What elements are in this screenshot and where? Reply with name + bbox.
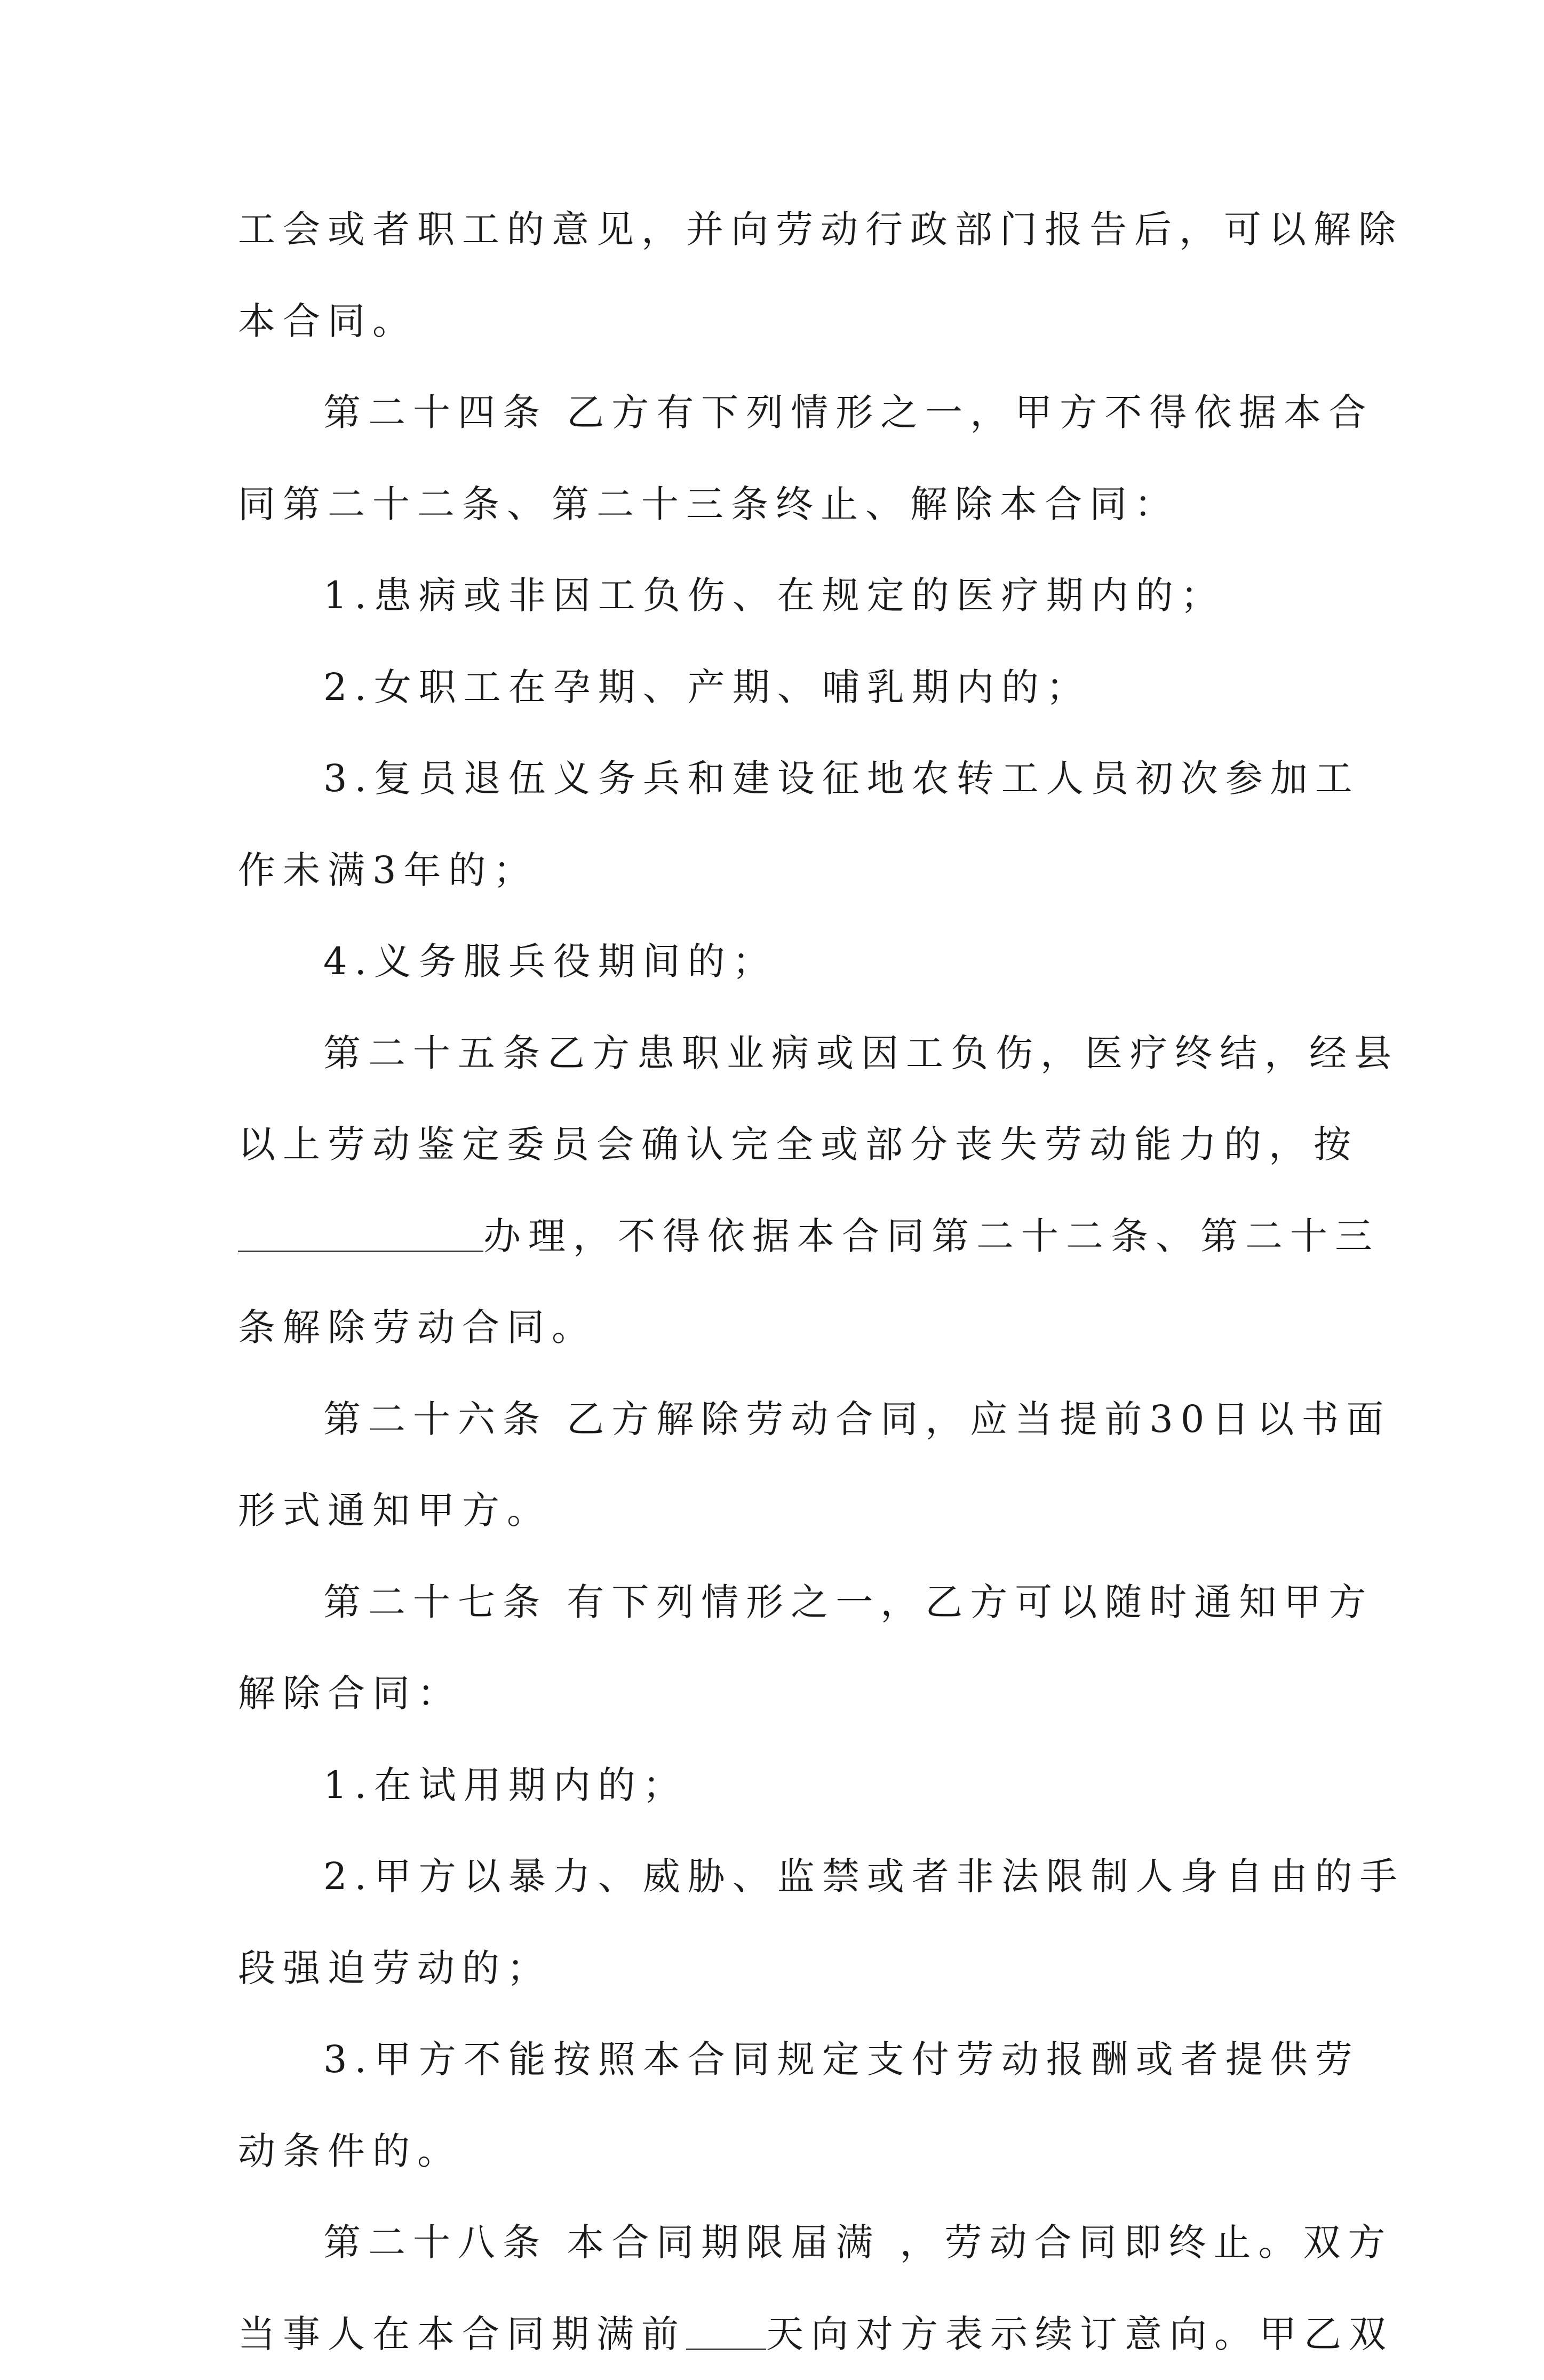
list-item: 1.患病或非因工负伤、在规定的医疗期内的； xyxy=(238,550,1316,642)
text-line: 解除合同： xyxy=(238,1648,1316,1740)
text-segment: 办理，不得依据本合同第二十二条、第二十三 xyxy=(483,1214,1380,1258)
list-item: 3.甲方不能按照本合同规定支付劳动报酬或者提供劳 xyxy=(238,2014,1316,2106)
text-segment: 当事人在本合同期满前 xyxy=(238,2312,686,2356)
text-line: 同第二十二条、第二十三条终止、解除本合同： xyxy=(238,459,1316,551)
fill-in-blank xyxy=(686,2317,766,2350)
contract-body-text xyxy=(238,184,1316,2380)
list-item: 4.义务服兵役期间的； xyxy=(238,916,1316,1008)
text-line-with-blank xyxy=(238,2289,1316,2380)
list-item: 1.在试用期内的； xyxy=(238,1740,1316,1832)
text-line: 段强迫劳动的； xyxy=(238,1923,1316,2015)
text-line: 以上劳动鉴定委员会确认完全或部分丧失劳动能力的，按 xyxy=(238,1099,1316,1191)
article-24-heading: 第二十四条 乙方有下列情形之一，甲方不得依据本合 xyxy=(238,367,1316,459)
text-line-with-blank xyxy=(238,1191,1316,1283)
text-line: 作未满3年的； xyxy=(238,825,1316,917)
article-25-heading: 第二十五条乙方患职业病或因工负伤，医疗终结，经县 xyxy=(238,1008,1316,1100)
list-item: 3.复员退伍义务兵和建设征地农转工人员初次参加工 xyxy=(238,733,1316,825)
text-line: 动条件的。 xyxy=(238,2106,1316,2198)
list-item: 2.甲方以暴力、威胁、监禁或者非法限制人身自由的手 xyxy=(238,1831,1316,1923)
fill-in-blank xyxy=(238,1219,483,1252)
list-item: 2.女职工在孕期、产期、哺乳期内的； xyxy=(238,642,1316,734)
text-line: 工会或者职工的意见，并向劳动行政部门报告后，可以解除 xyxy=(238,184,1316,276)
text-line: 条解除劳动合同。 xyxy=(238,1282,1316,1374)
article-26-heading: 第二十六条 乙方解除劳动合同，应当提前30日以书面 xyxy=(238,1374,1316,1466)
text-segment: 天向对方表示续订意向。甲乙双 xyxy=(766,2312,1394,2356)
text-line: 形式通知甲方。 xyxy=(238,1465,1316,1557)
text-line: 本合同。 xyxy=(238,276,1316,368)
article-27-heading: 第二十七条 有下列情形之一，乙方可以随时通知甲方 xyxy=(238,1557,1316,1649)
article-28-heading: 第二十八条 本合同期限届满 ，劳动合同即终止。双方 xyxy=(238,2197,1316,2289)
